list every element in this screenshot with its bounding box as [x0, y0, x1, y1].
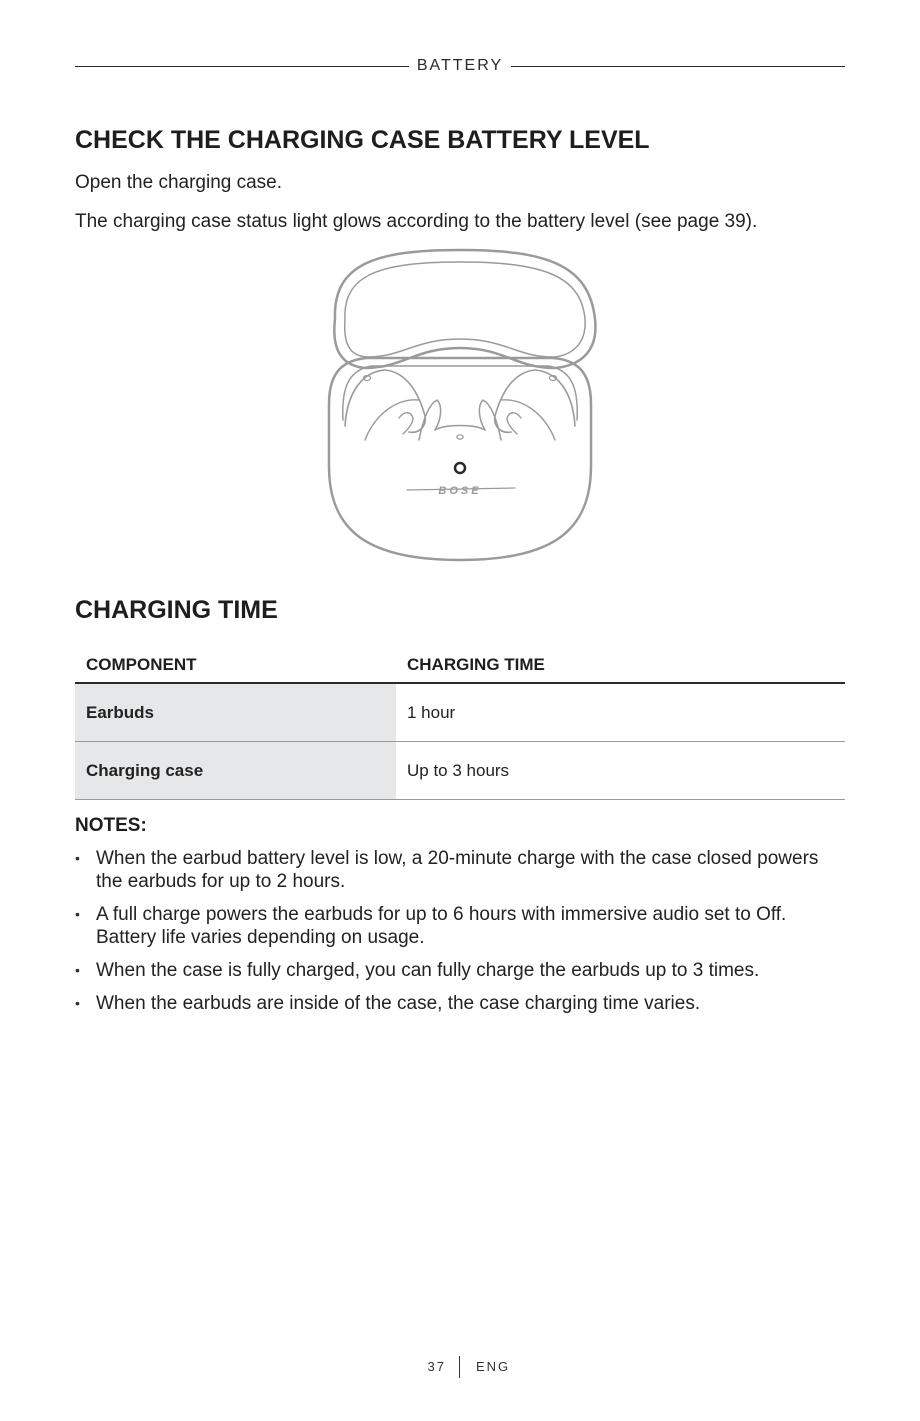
notes-title: NOTES: — [75, 815, 147, 836]
list-item — [75, 992, 845, 1015]
charging-time-table — [75, 648, 845, 800]
table-header-row — [75, 648, 845, 683]
bullet-icon: • — [75, 850, 80, 866]
section-header — [75, 55, 845, 77]
component-cell: Charging case — [75, 742, 396, 800]
page-number: 37 — [427, 1359, 446, 1374]
header-rule-right — [511, 66, 845, 67]
case-base — [329, 358, 591, 560]
note-text: When the earbuds are inside of the case, the case charging time varies. — [96, 993, 701, 1014]
bullet-icon: • — [75, 962, 80, 978]
case-rim — [343, 366, 578, 420]
section-label: BATTERY — [416, 57, 504, 74]
charging-case-illustration — [315, 244, 605, 566]
case-brand-logo: BOSE — [438, 485, 482, 497]
status-light-description: The charging case status light glows according to the battery level (see page 39). — [75, 211, 758, 232]
case-lid-inner — [345, 262, 585, 357]
list-item — [75, 903, 845, 949]
charging-time-cell: Up to 3 hours — [396, 742, 845, 800]
footer-divider — [459, 1356, 460, 1378]
bullet-icon: • — [75, 906, 80, 922]
component-cell: Earbuds — [75, 683, 396, 742]
charging-time-cell: 1 hour — [396, 683, 845, 742]
status-light-icon — [455, 463, 465, 473]
language-code: ENG — [476, 1359, 511, 1374]
note-text: When the case is fully charged, you can fully charge the earbuds up to 3 times. — [96, 960, 760, 981]
case-lid — [334, 250, 595, 368]
battery-level-heading: CHECK THE CHARGING CASE BATTERY LEVEL — [75, 126, 650, 154]
header-rule-left — [75, 66, 409, 67]
column-header-charging-time: CHARGING TIME — [396, 648, 845, 683]
open-case-instruction: Open the charging case. — [75, 172, 283, 193]
table-row — [75, 683, 845, 742]
bullet-icon: • — [75, 995, 80, 1011]
table-row — [75, 742, 845, 800]
page-footer — [0, 1356, 920, 1378]
list-item — [75, 959, 845, 982]
left-earbud — [345, 370, 425, 432]
right-earbud — [495, 370, 575, 432]
column-header-component: COMPONENT — [75, 648, 396, 683]
note-text: When the earbud battery level is low, a 20-minute charge with the case closed powers the earbuds for up to 2 hours. — [96, 848, 819, 892]
charging-time-heading: CHARGING TIME — [75, 596, 278, 624]
notes-list — [75, 847, 845, 1025]
list-item — [75, 847, 845, 893]
note-text: A full charge powers the earbuds for up to 6 hours with immersive audio set to Off. Battery life varies depending on usage. — [96, 904, 787, 948]
